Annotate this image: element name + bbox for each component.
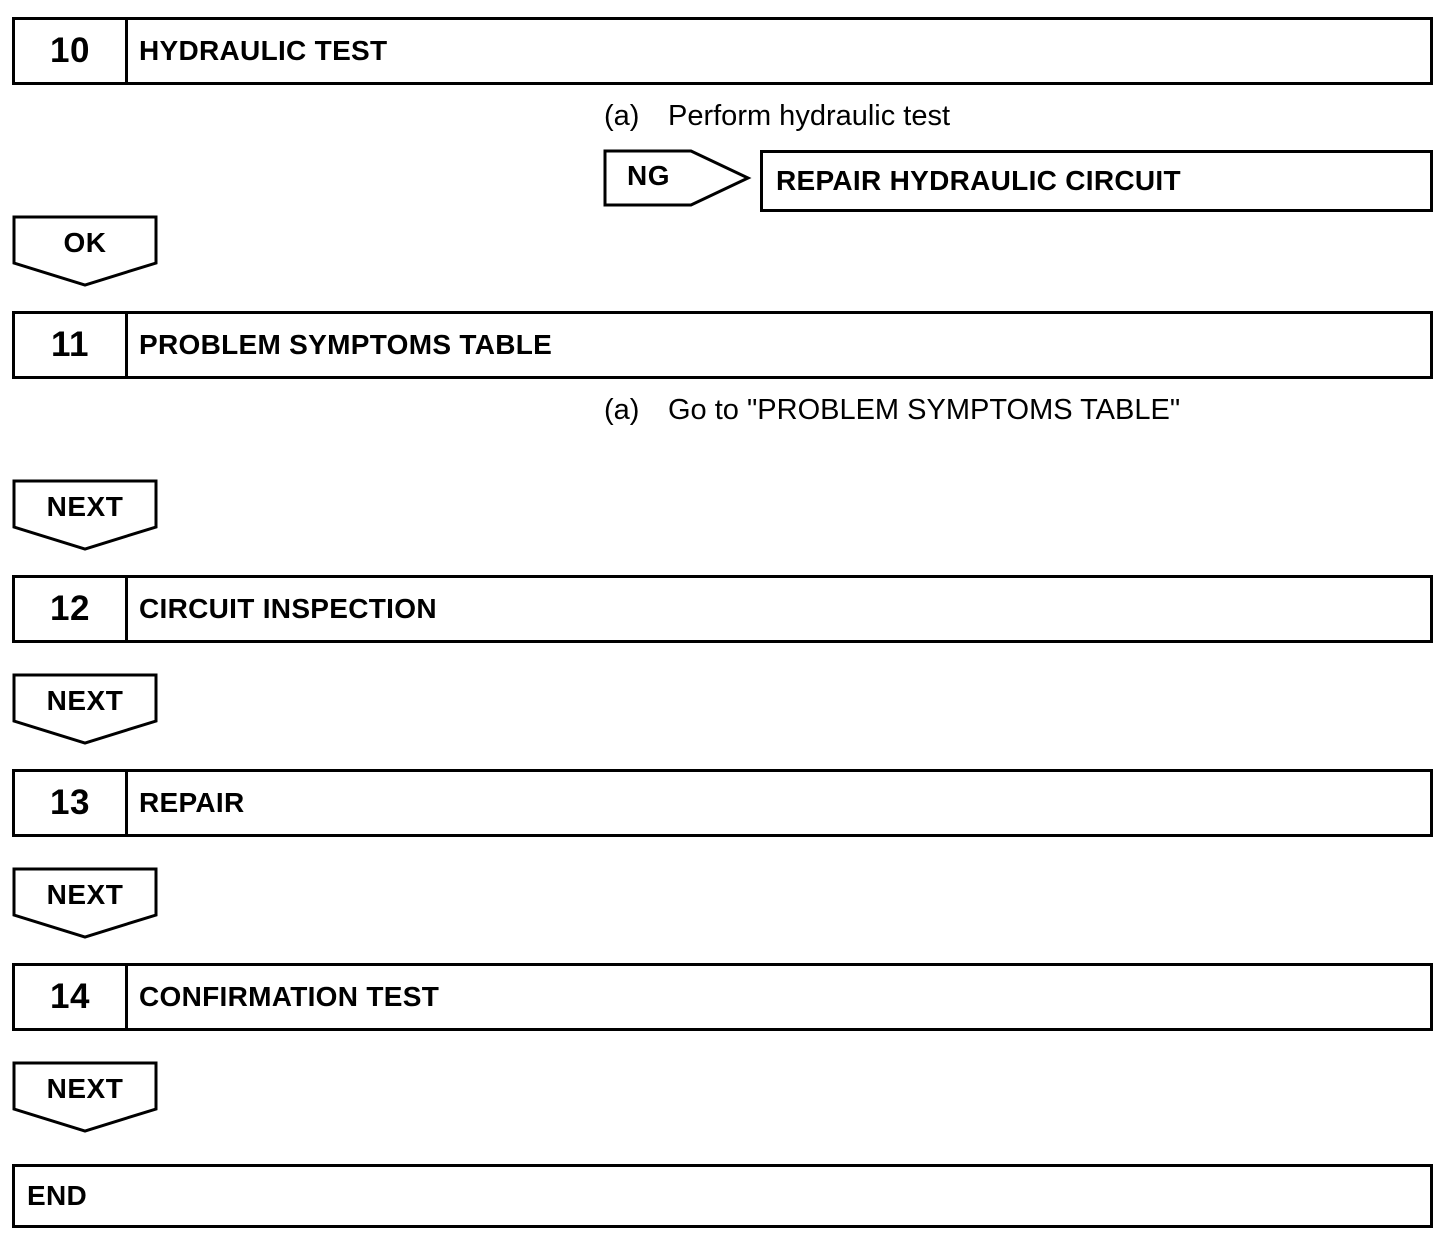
ng-action-box: REPAIR HYDRAULIC CIRCUIT	[760, 150, 1433, 212]
step-title: CIRCUIT INSPECTION	[139, 593, 437, 624]
step-number: 13	[15, 772, 128, 834]
next-arrow	[12, 1061, 158, 1133]
next-label: NEXT	[46, 685, 124, 716]
step-12-box	[12, 575, 1433, 643]
step-11-box	[12, 311, 1433, 379]
step-number: 10	[15, 20, 128, 82]
ok-arrow	[12, 215, 158, 287]
next-arrow	[12, 867, 158, 939]
ok-label: OK	[63, 227, 107, 258]
step-13-box	[12, 769, 1433, 837]
instruction-label: (a)	[604, 394, 640, 426]
ng-label: NG	[627, 160, 670, 191]
step-number: 12	[15, 578, 128, 640]
next-label: NEXT	[46, 491, 124, 522]
ng-arrow	[603, 149, 753, 207]
step-10-box	[12, 17, 1433, 85]
step-number: 14	[15, 966, 128, 1028]
step-14-box	[12, 963, 1433, 1031]
step-number: 11	[15, 314, 128, 376]
step-title: REPAIR	[139, 787, 245, 818]
ng-arrow-shape	[603, 149, 753, 207]
instruction-text: Perform hydraulic test	[668, 100, 951, 132]
step-10-instruction	[604, 100, 950, 133]
next-arrow	[12, 479, 158, 551]
next-label: NEXT	[46, 1073, 124, 1104]
next-label: NEXT	[46, 879, 124, 910]
instruction-text: Go to "PROBLEM SYMPTOMS TABLE"	[668, 394, 1181, 426]
step-title: HYDRAULIC TEST	[139, 35, 388, 66]
next-arrow	[12, 673, 158, 745]
step-11-instruction	[604, 394, 1180, 427]
step-title: PROBLEM SYMPTOMS TABLE	[139, 329, 553, 360]
step-title: CONFIRMATION TEST	[139, 981, 440, 1012]
end-box: END	[12, 1164, 1433, 1228]
instruction-label: (a)	[604, 100, 640, 132]
